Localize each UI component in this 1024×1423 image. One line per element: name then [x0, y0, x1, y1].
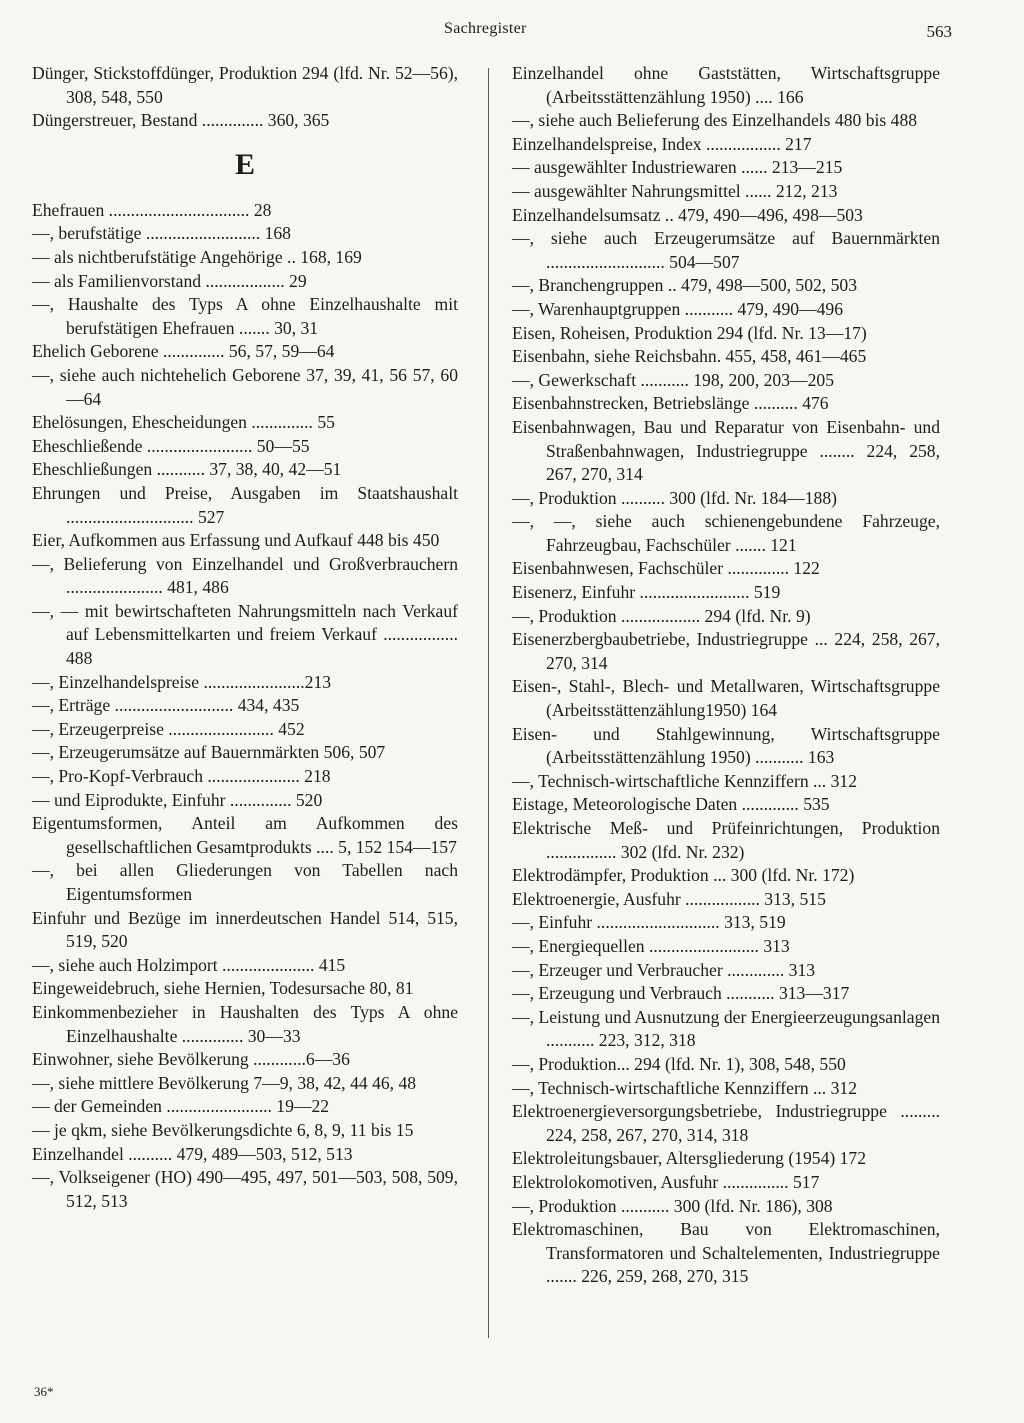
index-entry: Eheschließende ........................ 50—55: [32, 435, 310, 456]
index-entry: Einzelhandelspreise, Index ................. 217: [512, 133, 812, 154]
index-entry: Eisenerz, Einfuhr ......................... 519: [512, 582, 781, 603]
index-entry: Ehrungen und Preise, Ausgaben im Staatshaushalt ............................. 527: [32, 482, 458, 527]
index-entry: —, Pro-Kopf-Verbrauch ..................... 218: [32, 766, 331, 787]
running-title: Sachregister: [444, 20, 527, 37]
index-entry: Eisenbahnwagen, Bau und Reparatur von Eisenbahn- und Straßenbahnwagen, Industriegruppe ........ 224, 258, 267, 270, 314: [512, 416, 940, 485]
index-entry: Eisenerzbergbaubetriebe, Industriegruppe ... 224, 258, 267, 270, 314: [512, 629, 940, 673]
index-entry: —, Haushalte des Typs A ohne Einzelhaushalte mit berufstätigen Ehefrauen ....... 30, 31: [32, 294, 458, 338]
index-entry: —, —, siehe auch schienengebundene Fahrzeuge, Fahrzeugbau, Fachschüler ....... 121: [512, 511, 940, 555]
index-entry: —, Technisch-wirtschaftliche Kennziffern ... 312: [512, 770, 857, 791]
entry-list-right: [512, 62, 940, 1289]
index-entry: —, Belieferung von Einzelhandel und Großverbrauchern ...................... 481, 486: [32, 553, 458, 598]
index-entry: Dünger, Stickstoffdünger, Produktion 294 (lfd. Nr. 52—56), 308, 548, 550: [32, 63, 458, 107]
index-entry: Elektrische Meß- und Prüfeinrichtungen, Produktion ................ 302 (lfd. Nr. 232): [512, 818, 940, 862]
index-entry: Eisen- und Stahlgewinnung, Wirtschaftsgruppe (Arbeitsstättenzählung 1950) ........... 163: [512, 723, 940, 768]
right-column: [512, 62, 940, 1289]
index-entry: Elektrodämpfer, Produktion ... 300 (lfd. Nr. 172): [512, 865, 855, 886]
index-entry: Einkommenbezieher in Haushalten des Typs A ohne Einzelhaushalte .............. 30—33: [32, 1001, 458, 1046]
index-entry: Elektrolokomotiven, Ausfuhr ............... 517: [512, 1171, 820, 1192]
page-number: 563: [926, 22, 952, 41]
index-entry: Eisenbahnwesen, Fachschüler .............. 122: [512, 558, 820, 579]
index-entry: —, siehe auch nichtehelich Geborene 37, 39, 41, 56 57, 60—64: [32, 364, 458, 409]
index-entry: —, Erträge ........................... 434, 435: [32, 695, 300, 716]
index-entry: Elektromaschinen, Bau von Elektromaschinen, Transformatoren und Schaltelementen, Industriegruppe ....... 226, 259, 268, 270, 315: [512, 1219, 940, 1287]
index-entry: — ausgewählter Industriewaren ...... 213—215: [512, 157, 843, 178]
index-entry: Einfuhr und Bezüge im innerdeutschen Handel 514, 515, 519, 520: [32, 907, 458, 952]
signature-mark: 36*: [34, 1384, 54, 1399]
index-entry: Eisen-, Stahl-, Blech- und Metallwaren, Wirtschaftsgruppe (Arbeitsstättenzählung1950) 164: [512, 676, 940, 721]
index-entry: Elektroleitungsbauer, Altersgliederung (1954) 172: [512, 1148, 867, 1169]
index-entry: —, Warenhauptgruppen ........... 479, 490—496: [512, 298, 844, 319]
index-entry: —, — mit bewirtschafteten Nahrungsmitteln nach Verkauf auf Lebensmittelkarten und freiem Verkauf ................. 488: [32, 600, 458, 669]
index-entry: — ausgewählter Nahrungsmittel ...... 212, 213: [512, 180, 838, 201]
entry-list-e: [32, 199, 458, 1214]
index-entry: Einzelhandelsumsatz .. 479, 490—496, 498—503: [512, 204, 863, 225]
index-entry: —, Produktion .......... 300 (lfd. Nr. 184—188): [512, 487, 837, 508]
index-entry: —, Erzeugerumsätze auf Bauernmärkten 506, 507: [32, 742, 386, 763]
index-entry: —, Einfuhr ............................ 313, 519: [512, 912, 786, 933]
index-entry: — und Eiprodukte, Einfuhr .............. 520: [32, 789, 323, 810]
index-entry: —, Energiequellen ......................... 313: [512, 935, 790, 956]
index-entry: —, bei allen Gliederungen von Tabellen nach Eigentumsformen: [32, 860, 458, 904]
index-entry: Einzelhandel .......... 479, 489—503, 512, 513: [32, 1143, 353, 1164]
index-entry: — der Gemeinden ........................ 19—22: [32, 1096, 330, 1117]
index-entry: Elektroenergie, Ausfuhr ................. 313, 515: [512, 888, 826, 909]
index-entry: Düngerstreuer, Bestand .............. 360, 365: [32, 110, 330, 131]
index-entry: —, Erzeuger und Verbraucher ............. 313: [512, 959, 816, 980]
index-entry: Einzelhandel ohne Gaststätten, Wirtschaftsgruppe (Arbeitsstättenzählung 1950) .... 166: [512, 63, 940, 107]
index-entry: Eisen, Roheisen, Produktion 294 (lfd. Nr. 13—17): [512, 322, 867, 343]
index-entry: —, Branchengruppen .. 479, 498—500, 502, 503: [512, 275, 857, 296]
page-header: [0, 18, 1024, 48]
index-entry: —, Produktion... 294 (lfd. Nr. 1), 308, 548, 550: [512, 1053, 846, 1074]
index-entry: —, Produktion ........... 300 (lfd. Nr. 186), 308: [512, 1195, 833, 1216]
letter-heading: E: [234, 147, 255, 181]
index-entry: Ehelösungen, Ehescheidungen .............. 55: [32, 412, 335, 433]
index-entry: Ehefrauen ................................ 28: [32, 199, 272, 220]
index-entry: Eisenbahn, siehe Reichsbahn. 455, 458, 461—465: [512, 346, 867, 367]
index-entry: —, Erzeugung und Verbrauch ........... 313—317: [512, 983, 850, 1004]
index-entry: Eingeweidebruch, siehe Hernien, Todesursache 80, 81: [32, 978, 414, 999]
index-entry: Eigentumsformen, Anteil am Aufkommen des gesellschaftlichen Gesamtprodukts .... 5, 152 154—157: [32, 813, 458, 857]
index-entry: —, Gewerkschaft ........... 198, 200, 203—205: [512, 369, 835, 390]
index-entry: Einwohner, siehe Bevölkerung ............6—36: [32, 1049, 350, 1070]
index-entry: Eisenbahnstrecken, Betriebslänge .......... 476: [512, 393, 829, 414]
index-entry: — als Familienvorstand .................. 29: [32, 270, 307, 291]
index-entry: —, siehe auch Belieferung des Einzelhandels 480 bis 488: [512, 110, 918, 131]
index-entry: Eistage, Meteorologische Daten ............. 535: [512, 794, 830, 815]
index-entry: —, Produktion .................. 294 (lfd. Nr. 9): [512, 605, 811, 626]
index-entry: — als nichtberufstätige Angehörige .. 168, 169: [32, 246, 362, 267]
index-entry: —, Erzeugerpreise ........................ 452: [32, 718, 305, 739]
index-entry: —, siehe auch Holzimport ..................... 415: [32, 954, 346, 975]
index-entry: —, siehe auch Erzeugerumsätze auf Bauernmärkten ........................... 504—507: [512, 228, 940, 272]
index-entry: —, Technisch-wirtschaftliche Kennziffern ... 312: [512, 1077, 857, 1098]
index-entry: — je qkm, siehe Bevölkerungsdichte 6, 8, 9, 11 bis 15: [32, 1119, 414, 1140]
index-entry: —, Volkseigener (HO) 490—495, 497, 501—503, 508, 509, 512, 513: [32, 1167, 458, 1211]
index-entry: —, Einzelhandelspreise .......................213: [32, 671, 332, 692]
index-entry: —, berufstätige .......................... 168: [32, 223, 291, 244]
left-column: [32, 62, 458, 1213]
entry-list-d: [32, 62, 458, 133]
index-entry: Elektroenergieversorgungsbetriebe, Industriegruppe ......... 224, 258, 267, 270, 314, 318: [512, 1101, 940, 1145]
index-entry: —, Leistung und Ausnutzung der Energieerzeugungsanlagen ........... 223, 312, 318: [512, 1006, 940, 1051]
column-divider: [488, 68, 489, 1338]
index-entry: Eheschließungen ........... 37, 38, 40, 42—51: [32, 459, 342, 480]
index-entry: Eier, Aufkommen aus Erfassung und Aufkauf 448 bis 450: [32, 530, 440, 551]
index-entry: Ehelich Geborene .............. 56, 57, 59—64: [32, 341, 335, 362]
index-entry: —, siehe mittlere Bevölkerung 7—9, 38, 42, 44 46, 48: [32, 1072, 417, 1093]
